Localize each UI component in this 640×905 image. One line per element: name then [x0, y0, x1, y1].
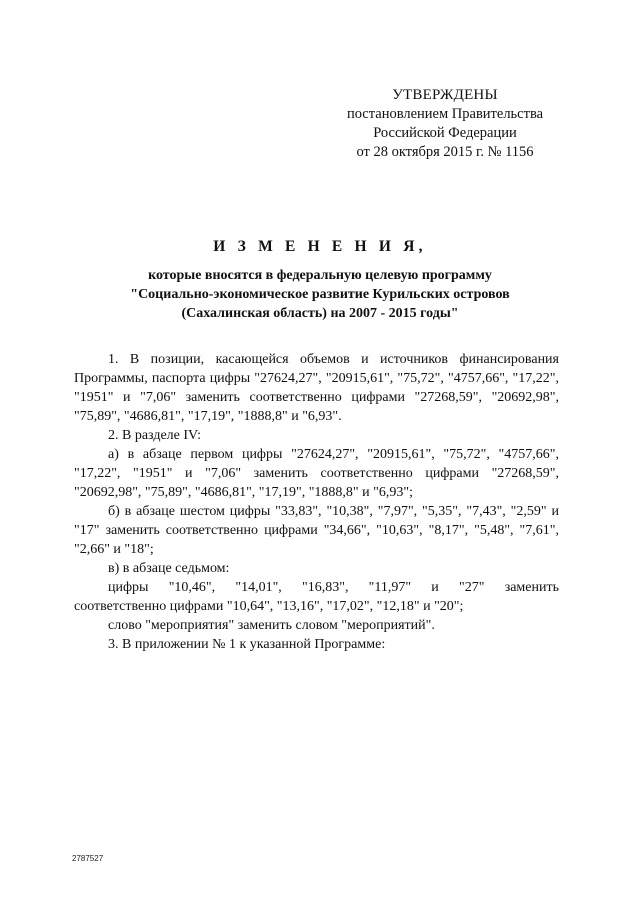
paragraph-7: слово "мероприятия" заменить словом "мероприятий". [108, 618, 435, 633]
footer-document-code: 2787527 [72, 854, 104, 863]
document-title: И З М Е Н Е Н И Я, [213, 238, 427, 255]
subtitle-line-1: которые вносятся в федеральную целевую программу [148, 268, 492, 283]
approval-line-2: Российской Федерации [373, 125, 517, 141]
paragraph-8: 3. В приложении № 1 к указанной Программе: [108, 637, 386, 652]
paragraph-2: 2. В разделе IV: [108, 428, 201, 443]
approval-heading: УТВЕРЖДЕНЫ [392, 87, 498, 103]
subtitle-line-3: (Сахалинская область) на 2007 - 2015 годы" [181, 306, 459, 321]
paragraph-4: б) в абзаце шестом цифры "33,83", "10,38", "7,97", "5,35", "7,43", "2,59" и "17" заменить соответственно цифрами "34,66", "10,63", "8,17", "5,48", "7,61", "2,66" и "18"; [74, 504, 559, 557]
approval-line-1: постановлением Правительства [346, 106, 544, 122]
paragraph-5: в) в абзаце седьмом: [108, 561, 230, 576]
document-body [74, 350, 559, 654]
approval-block [330, 86, 560, 162]
title-block [60, 238, 580, 323]
paragraph-1: 1. В позиции, касающейся объемов и источников финансирования Программы, паспорта цифры "27624,27", "20915,61", "75,72", "4757,66", "17,22", "1951" и "7,06" заменить соответственно цифрами "27268,59", "20692,98", "75,89", "4686,81", "17,19", "1888,8" и "6,93". [74, 352, 559, 424]
approval-line-3: от 28 октября 2015 г. № 1156 [356, 144, 534, 160]
subtitle-line-2: "Социально-экономическое развитие Курильских островов [130, 287, 510, 302]
paragraph-6-line-1: цифры "10,46", "14,01", "16,83", "11,97" и "27" заменить [108, 580, 559, 595]
paragraph-3: а) в абзаце первом цифры "27624,27", "20915,61", "75,72", "4757,66", "17,22", "1951" и "7,06" заменить соответственно цифрами "27268,59", "20692,98", "75,89", "4686,81", "17,19", "1888,8" и "6,93"; [74, 447, 559, 500]
paragraph-6-line-2: соответственно цифрами "10,64", "13,16", "17,02", "12,18" и "20"; [74, 599, 464, 614]
